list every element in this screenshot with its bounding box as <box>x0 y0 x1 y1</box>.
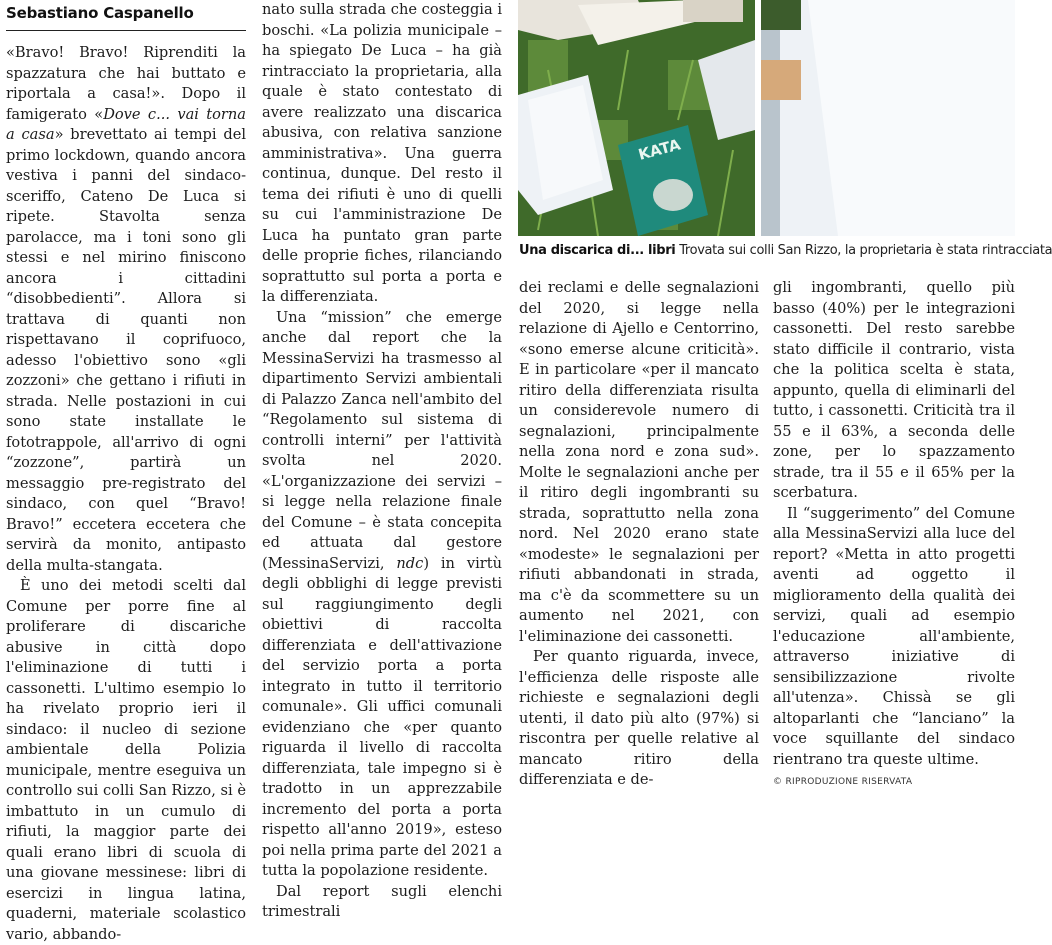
paragraph <box>6 43 246 576</box>
text-run: » brevettato ai tempi del primo lockdown, quando ancora vestiva i panni del sindaco-sceriffo, Cateno De Luca si ripete. Stavolta senza parolacce, ma i toni sono gli stessi e nel mirino finiscono ancora i cittadini “disobbedienti”. Allora si trattava di quanti non rispettavano il coprifuoco, adesso l'obiettivo sono «gli zozzoni» che gettano i rifiuti in strada. Nelle postazioni in cui sono state installate le fototrappole, all'arrivo di ogni “zozzone”, partirà un messaggio pre-registrato del sindaco, con quel “Bravo! Bravo!” eccetera eccetera che servirà da monito, antipasto della multa-stangata. <box>6 126 247 574</box>
paragraph: Il “suggerimento” del Comune alla MessinaServizi alla luce del report? «Metta in atto progetti aventi ad oggetto il miglioramento della qualità dei servizi, quali ad esempio l'educazione all'ambiente, attraverso iniziative di sensibilizzazione rivolte all'utenza». Chissà se gli altoparlanti che “lanciano” la voce squillante del sindaco rientrano tra queste ultime. <box>773 504 1015 768</box>
article-column-3 <box>519 278 759 788</box>
paragraph <box>262 308 502 882</box>
paragraph: dei reclami e delle segnalazioni del 2020, si legge nella relazione di Ajello e Centorrino, «sono emerse alcune criticità». E in particolare «per il mancato ritiro della differenziata risulta un considerevole numero di segnalazioni, principalmente nella zona nord e zona sud». Molte le segnalazioni anche per il ritiro degli ingombranti su strada, soprattutto nella zona nord. Nel 2020 erano state «modeste» le segnalazioni per rifiuti abbandonati in strada, ma c'è da scommettere su un aumento nel 2021, con l'eliminazione dei cassonetti. <box>519 279 759 645</box>
caption-title: Una discarica di... libri <box>519 243 676 258</box>
italic-quote: Dove c... vai torna a casa <box>6 105 246 143</box>
paragraph: È uno dei metodi scelti dal Comune per porre fine al proliferare di discariche abusive in città dopo l'eliminazione di tutti i cassonetti. L'ultimo esempio lo ha rivelato proprio ieri il sindaco: il nucleo di sezione ambientale della Polizia municipale, mentre eseguiva un controllo sui colli San Rizzo, si è imbattuto in un cumulo di rifiuti, la maggior parte dei quali erano libri di scuola di una giovane messinese: libri di esercizi in lingua latina, quaderni, materiale scolastico vario, abbando- <box>6 577 246 943</box>
photo-caption <box>519 241 1052 261</box>
copyright-notice: © RIPRODUZIONE RISERVATA <box>773 777 913 787</box>
paragraph: Dal report sugli elenchi trimestrali <box>262 882 502 920</box>
discarded-books-photo <box>518 0 1015 236</box>
text-run: Una “mission” che emerge anche dal report che la MessinaServizi ha trasmesso al dipartimento Servizi ambientali di Palazzo Zanca nell'ambito del “Regolamento sul sistema di controlli interni” per l'attività svolta nel 2020. «L'organizzazione dei servizi – si legge nella relazione finale del Comune – è stata concepita ed attuata dal gestore (MessinaServizi, <box>262 308 502 572</box>
article-column-1 <box>6 0 247 943</box>
paragraph: nato sulla strada che costeggia i boschi. «La polizia municipale – ha spiegato De Luca – ha già rintracciato la proprietaria, alla quale è stato contestato di avere realizzato una discarica abusiva, con relativa sanzione amministrativa». Una guerra continua, dunque. Del resto il tema dei rifiuti è uno di quelli su cui l'amministrazione De Luca ha puntato gran parte delle proprie fiches, rilanciando soprattutto sul porta a porta e la differenziata. <box>262 1 502 305</box>
article-photo <box>518 0 1015 236</box>
article-column-4 <box>773 278 1015 787</box>
caption-text: Trovata sui colli San Rizzo, la proprietaria è stata rintracciata <box>679 243 1052 258</box>
paragraph: gli ingombranti, quello più basso (40%) per le integrazioni cassonetti. Del resto sarebbe stato difficile il contrario, vista che la politica scelta è stata, appunto, quella di eliminarli del tutto, i cassonetti. Criticità tra il 55 e il 63%, a seconda delle zone, per lo spazzamento strade, tra il 55 e il 65% per la scerbatura. <box>773 279 1015 501</box>
text-run: ) in virtù degli obblighi di legge previsti sul raggiungimento degli obiettivi di raccolta differenziata e dell'attivazione del servizio porta a porta integrato in tutto il territorio comunale». Gli uffici comunali evidenziano che «per quanto riguarda il livello di raccolta differenziata, tale impegno si è tradotto in un apprezzabile incremento del porta a porta rispetto all'anno 2019», esteso poi nella prima parte del 2021 a tutta la popolazione residente. <box>262 554 502 879</box>
italic-note: ndc <box>396 554 424 572</box>
text-run: «Bravo! Bravo! Riprenditi la spazzatura che hai buttato e riportala a casa!». Dopo il famigerato « <box>6 44 246 123</box>
author-byline: Sebastiano Caspanello <box>6 0 246 31</box>
book-title: KATA <box>636 135 683 164</box>
paragraph: Per quanto riguarda, invece, l'efficienza delle risposte alle richieste e segnalazioni degli utenti, il dato più alto (97%) si riscontra per quelle relative al mancato ritiro della differenziata e de- <box>519 648 759 788</box>
article-column-2 <box>262 0 502 920</box>
